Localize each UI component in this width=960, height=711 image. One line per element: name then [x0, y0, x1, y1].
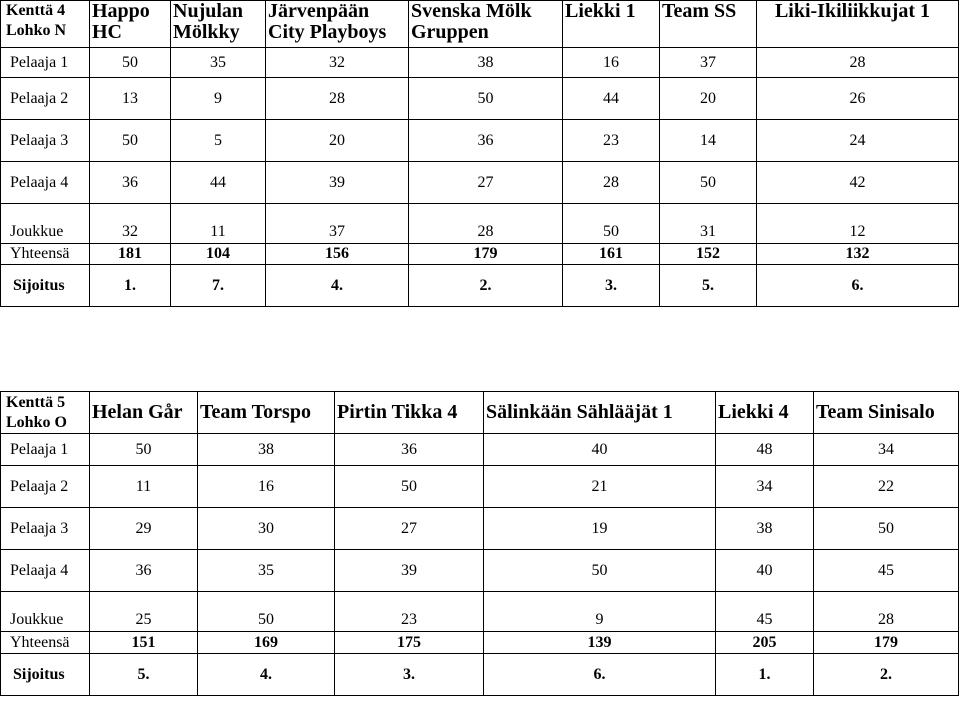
score-cell: 19: [484, 508, 716, 550]
total-cell: 151: [90, 632, 198, 654]
team-name: Helan Går: [90, 392, 198, 434]
rank-cell: 1.: [90, 265, 171, 307]
score-row: [1, 550, 959, 592]
score-row: [1, 434, 959, 466]
score-cell: 28: [757, 48, 959, 78]
score-cell: 50: [90, 434, 198, 466]
score-row: [1, 120, 959, 162]
row-label: Pelaaja 2: [1, 466, 90, 508]
field-block-label: [1, 392, 90, 434]
rank-cell: 2.: [814, 654, 959, 696]
team-name: Team SS: [660, 1, 757, 48]
score-cell: 11: [171, 204, 266, 244]
row-label: Pelaaja 3: [1, 120, 90, 162]
score-cell: 44: [171, 162, 266, 204]
score-cell: 28: [814, 592, 959, 632]
rank-cell: 7.: [171, 265, 266, 307]
field-5-results-table: [0, 391, 959, 696]
team-name: Svenska Mölk Gruppen: [409, 1, 563, 48]
total-cell: 132: [757, 244, 959, 265]
score-cell: 50: [484, 550, 716, 592]
score-cell: 39: [335, 550, 484, 592]
score-cell: 48: [716, 434, 814, 466]
score-cell: 50: [660, 162, 757, 204]
score-cell: 11: [90, 466, 198, 508]
team-name: Sälinkään Sählääjät 1: [484, 392, 716, 434]
score-cell: 32: [90, 204, 171, 244]
team-header-row: [1, 392, 959, 434]
score-cell: 16: [198, 466, 335, 508]
score-cell: 30: [198, 508, 335, 550]
score-cell: 5: [171, 120, 266, 162]
score-cell: 16: [563, 48, 660, 78]
score-cell: 35: [198, 550, 335, 592]
total-cell: 161: [563, 244, 660, 265]
row-label: Pelaaja 3: [1, 508, 90, 550]
total-cell: 152: [660, 244, 757, 265]
score-cell: 50: [90, 120, 171, 162]
score-cell: 45: [716, 592, 814, 632]
team-name: Järvenpään City Playboys: [266, 1, 409, 48]
score-cell: 32: [266, 48, 409, 78]
field-label: Kenttä 5: [6, 394, 66, 411]
score-cell: 29: [90, 508, 198, 550]
score-cell: 50: [335, 466, 484, 508]
score-row: [1, 48, 959, 78]
score-cell: 37: [660, 48, 757, 78]
score-cell: 27: [409, 162, 563, 204]
score-cell: 28: [409, 204, 563, 244]
rank-cell: 3.: [335, 654, 484, 696]
team-name: Happo HC: [90, 1, 171, 48]
team-name: Liekki 4: [716, 392, 814, 434]
score-cell: 9: [171, 78, 266, 120]
rank-cell: 2.: [409, 265, 563, 307]
score-cell: 28: [266, 78, 409, 120]
score-cell: 36: [335, 434, 484, 466]
rank-label: Sijoitus: [1, 265, 90, 307]
row-label: Pelaaja 1: [1, 48, 90, 78]
score-cell: 12: [757, 204, 959, 244]
score-cell: 42: [757, 162, 959, 204]
team-name: Nujulan Mölkky: [171, 1, 266, 48]
rank-cell: 4.: [198, 654, 335, 696]
score-cell: 26: [757, 78, 959, 120]
total-cell: 179: [409, 244, 563, 265]
team-name: Liki-Ikiliikkujat 1: [757, 1, 959, 48]
score-cell: 50: [563, 204, 660, 244]
score-cell: 38: [409, 48, 563, 78]
score-row: [1, 466, 959, 508]
field-block-label: [1, 1, 90, 48]
score-cell: 14: [660, 120, 757, 162]
block-label: Lohko N: [6, 22, 67, 39]
score-cell: 36: [409, 120, 563, 162]
score-cell: 34: [716, 466, 814, 508]
total-cell: 156: [266, 244, 409, 265]
score-cell: 23: [563, 120, 660, 162]
team-name: Team Torspo: [198, 392, 335, 434]
row-label: Joukkue: [1, 204, 90, 244]
row-label: Pelaaja 4: [1, 550, 90, 592]
rank-cell: 5.: [660, 265, 757, 307]
rank-cell: 1.: [716, 654, 814, 696]
rank-label: Sijoitus: [1, 654, 90, 696]
rank-cell: 5.: [90, 654, 198, 696]
total-label: Yhteensä: [1, 632, 90, 654]
field-4-results-table: [0, 0, 959, 307]
team-name: Team Sinisalo: [814, 392, 959, 434]
rank-cell: 3.: [563, 265, 660, 307]
score-cell: 37: [266, 204, 409, 244]
score-cell: 38: [716, 508, 814, 550]
score-cell: 40: [484, 434, 716, 466]
score-cell: 38: [198, 434, 335, 466]
total-cell: 104: [171, 244, 266, 265]
field-label: Kenttä 4: [6, 2, 66, 19]
total-cell: 139: [484, 632, 716, 654]
score-cell: 25: [90, 592, 198, 632]
team-score-row: [1, 592, 959, 632]
score-cell: 27: [335, 508, 484, 550]
row-label: Pelaaja 2: [1, 78, 90, 120]
score-row: [1, 78, 959, 120]
score-cell: 36: [90, 550, 198, 592]
rank-row: [1, 654, 959, 696]
score-cell: 40: [716, 550, 814, 592]
team-name: Liekki 1: [563, 1, 660, 48]
rank-row: [1, 265, 959, 307]
team-score-row: [1, 204, 959, 244]
score-cell: 35: [171, 48, 266, 78]
score-row: [1, 162, 959, 204]
row-label: Pelaaja 4: [1, 162, 90, 204]
score-cell: 50: [409, 78, 563, 120]
score-cell: 28: [563, 162, 660, 204]
score-cell: 13: [90, 78, 171, 120]
row-label: Joukkue: [1, 592, 90, 632]
score-row: [1, 508, 959, 550]
score-cell: 36: [90, 162, 171, 204]
score-cell: 20: [660, 78, 757, 120]
rank-cell: 4.: [266, 265, 409, 307]
score-cell: 50: [198, 592, 335, 632]
team-name: Pirtin Tikka 4: [335, 392, 484, 434]
total-row: [1, 244, 959, 265]
total-cell: 169: [198, 632, 335, 654]
total-row: [1, 632, 959, 654]
score-cell: 31: [660, 204, 757, 244]
score-cell: 34: [814, 434, 959, 466]
row-label: Pelaaja 1: [1, 434, 90, 466]
score-cell: 22: [814, 466, 959, 508]
score-cell: 24: [757, 120, 959, 162]
score-cell: 50: [90, 48, 171, 78]
score-cell: 39: [266, 162, 409, 204]
block-label: Lohko O: [6, 414, 67, 431]
rank-cell: 6.: [484, 654, 716, 696]
total-cell: 205: [716, 632, 814, 654]
rank-cell: 6.: [757, 265, 959, 307]
total-label: Yhteensä: [1, 244, 90, 265]
score-cell: 44: [563, 78, 660, 120]
score-cell: 20: [266, 120, 409, 162]
score-cell: 23: [335, 592, 484, 632]
score-cell: 50: [814, 508, 959, 550]
team-header-row: [1, 1, 959, 48]
total-cell: 175: [335, 632, 484, 654]
score-cell: 45: [814, 550, 959, 592]
total-cell: 179: [814, 632, 959, 654]
total-cell: 181: [90, 244, 171, 265]
score-cell: 9: [484, 592, 716, 632]
score-cell: 21: [484, 466, 716, 508]
